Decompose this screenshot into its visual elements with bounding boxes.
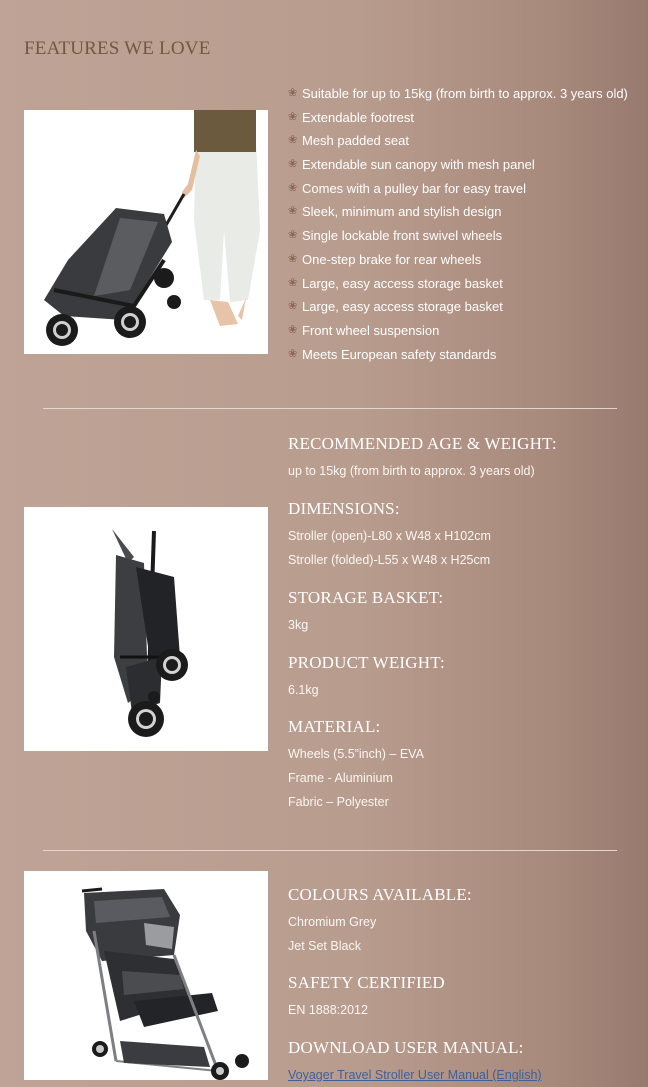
spec-value: Wheels (5.5”inch) – EVA [288,747,424,761]
stroller-folded-illustration [24,507,268,751]
spec-title: MATERIAL: [288,717,381,736]
stroller-folded-photo [24,507,268,751]
flower-bullet-icon: ❀ [288,300,298,313]
features-list [288,82,628,366]
flower-bullet-icon: ❀ [288,134,298,147]
spec-colours [288,884,472,958]
spec-title: RECOMMENDED AGE & WEIGHT: [288,434,557,453]
feature-item: ❀ Comes with a pulley bar for easy travel [288,177,628,201]
feature-item: ❀ One-step brake for rear wheels [288,248,628,272]
section-heading: FEATURES WE LOVE [24,38,211,59]
flower-bullet-icon: ❀ [288,181,298,194]
spec-dimensions [288,498,491,572]
spec-recommended-age [288,433,557,483]
feature-item: ❀ Sleek, minimum and stylish design [288,200,628,224]
flower-bullet-icon: ❀ [288,158,298,171]
user-manual-link[interactable]: Voyager Travel Stroller User Manual (English) [288,1068,542,1082]
spec-value: 3kg [288,618,309,632]
flower-bullet-icon: ❀ [288,110,298,123]
feature-item: ❀ Single lockable front swivel wheels [288,224,628,248]
stroller-pulley-illustration [24,110,268,354]
feature-item: ❀ Suitable for up to 15kg (from birth to approx. 3 years old) [288,82,628,106]
stroller-open-photo [24,871,268,1080]
feature-item: ❀ Large, easy access storage basket [288,272,628,296]
spec-title: STORAGE BASKET: [288,588,444,607]
flower-bullet-icon: ❀ [288,252,298,265]
spec-value: Fabric – Polyester [288,795,389,809]
stroller-open-illustration [24,871,268,1080]
spec-title: DOWNLOAD USER MANUAL: [288,1038,524,1057]
spec-safety [288,972,445,1022]
colour-option: Chromium Grey [288,915,377,929]
spec-title: COLOURS AVAILABLE: [288,885,472,904]
spec-material [288,716,424,814]
spec-title: DIMENSIONS: [288,499,400,518]
feature-item: ❀ Extendable footrest [288,106,628,130]
spec-value: Stroller (open)-L80 x W48 x H102cm [288,529,491,543]
section-divider [43,408,617,409]
feature-item: ❀ Meets European safety standards [288,343,628,367]
feature-item: ❀ Mesh padded seat [288,129,628,153]
flower-bullet-icon: ❀ [288,87,298,99]
feature-item: ❀ Extendable sun canopy with mesh panel [288,153,628,177]
spec-value: EN 1888:2012 [288,1003,368,1017]
flower-bullet-icon: ❀ [288,276,298,289]
flower-bullet-icon: ❀ [288,347,298,360]
spec-value: Stroller (folded)-L55 x W48 x H25cm [288,553,491,567]
colour-option: Jet Set Black [288,939,361,953]
spec-value: 6.1kg [288,683,319,697]
spec-title: PRODUCT WEIGHT: [288,653,445,672]
spec-product-weight [288,652,445,702]
feature-item: ❀ Front wheel suspension [288,319,628,343]
spec-storage-basket [288,587,443,637]
flower-bullet-icon: ❀ [288,323,298,336]
feature-item: ❀ Large, easy access storage basket [288,295,628,319]
spec-value: Frame - Aluminium [288,771,393,785]
stroller-pulley-photo [24,110,268,354]
spec-title: SAFETY CERTIFIED [288,973,445,992]
flower-bullet-icon: ❀ [288,205,298,218]
section-divider [43,850,617,851]
flower-bullet-icon: ❀ [288,229,298,242]
spec-value: up to 15kg (from birth to approx. 3 years old) [288,464,535,478]
